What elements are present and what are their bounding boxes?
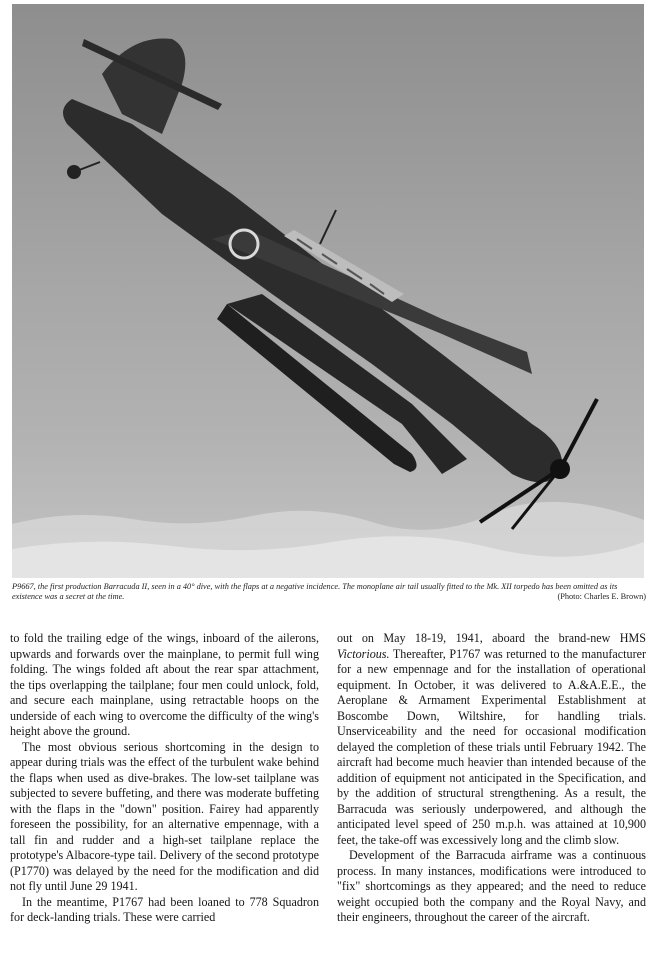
aircraft-photo [12,4,644,578]
photo-credit: (Photo: Charles E. Brown) [557,592,646,601]
paragraph: to fold the trailing edge of the wings, inboard of the ailerons, upwards and forwards over the mainplane, to permit full wing folding. The wings folded aft about the rear spar attachment, the tips overlapping the tailplane; four men could unlock, fold, and secure each mainplane, using retractable hoops on the underside of each wing to overcome the difficulty of the wing's height above the ground. [10,631,319,738]
paragraph [337,631,646,848]
barracuda-illustration [12,4,644,578]
article-left-column [10,631,319,926]
article-right-column [337,631,646,926]
ship-name: Victorious. [337,646,390,661]
caption-text: P9667, the first production Barracuda II, seen in a 40° dive, with the flaps at a negative incidence. The monoplane air tail usually fitted to the Mk. XII torpedo has been omitted as its existence was a secret at the time. [12,582,618,601]
paragraph: The most obvious serious shortcoming in the design to appear during trials was the effect of the turbulent wake behind the flaps when used as dive-brakes. The low-set tailplane was subjected to severe buffeting, and there was moderate buffeting with the flaps in the "down" position. Fairey had apparently foreseen the possibility, for an alternative empennage, with a tall fin and rudder and a high-set tailplane replace the prototype's Albacore-type tail. Delivery of the second prototype (P1770) was delayed by the need for the modification and did not fly until June 29 1941. [10,739,319,893]
paragraph: In the meantime, P1767 had been loaned to 778 Squadron for deck-landing trials. These were carried [10,894,319,924]
text-run: Thereafter, P1767 was returned to the manufacturer for a new empennage and for the installation of operational equipment. In October, it was delivered to A.&A.E.E., the Aeroplane & Armament Experimental Establishment at Boscombe Down, Wiltshire, for handling trials. Unserviceability and the need for occasional modification delayed the completion of these trials until February 1942. The aircraft had become much heavier than intended because of the addition of equipment not anticipated in the Specification, and by the addition of structural strengthening. As a result, the Barracuda was seriously underpowered, and although the anticipated level speed of 250 m.p.h. was attained at 10,900 feet, the take-off was excessively long and the climb slow. [337,646,646,847]
paragraph: Development of the Barracuda airframe was a continuous process. In many instances, modifications were introduced to "fix" shortcomings as they appeared; and the need to reduce weight occupied both the company and the Royal Navy, and their engineers, throughout the career of the aircraft. [337,848,646,924]
photo-caption [12,582,646,602]
text-run: out on May 18-19, 1941, aboard the brand-new HMS [337,631,646,645]
